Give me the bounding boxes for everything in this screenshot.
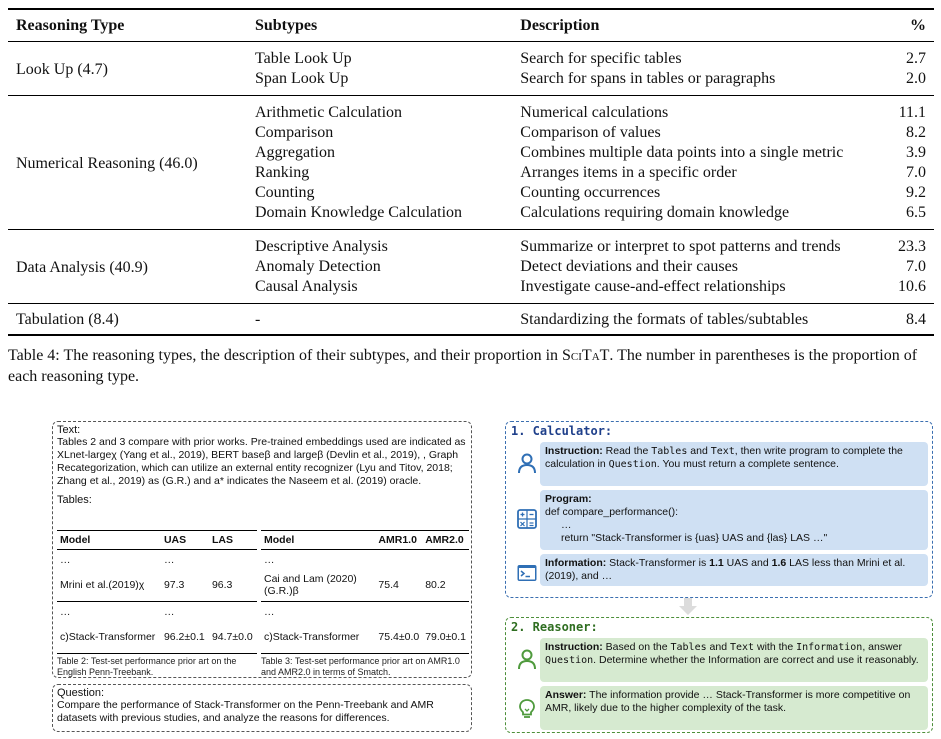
mini-cell: … [161,602,209,622]
percent-cell: 10.6 [890,277,934,304]
subtype-cell: Anomaly Detection [254,258,381,275]
header-description: Description [512,9,890,42]
tables-label: Tables: [57,494,92,506]
table-row [8,96,934,124]
table-row [8,42,934,70]
table-header-row [8,9,934,42]
mini-header-cell: AMR2.0 [422,531,469,550]
calculator-title: 1. Calculator: [511,424,613,438]
mini-header-row [261,531,469,550]
percent-cell: 11.1 [898,104,926,121]
subtype-cell: Span Look Up [247,69,512,96]
header-reasoning-type: Reasoning Type [8,9,247,42]
mini-header-cell: UAS [161,531,209,550]
answer-label: Answer: [545,689,587,701]
mini-cell [209,550,257,570]
context-panel [52,421,472,678]
question-body: Compare the performance of Stack-Transformer on the Penn-Treebank and AMR datasets with previous studies, and analyze the reasons for differences. [57,699,434,724]
reas-instr-part: and [706,641,730,653]
flow-arrow-down [678,598,698,616]
table2 [57,530,257,654]
percent-cell: 7.0 [906,164,926,181]
mini-cell [375,550,422,570]
description-cell: Search for specific tables [520,50,682,67]
calc-instr-kw: Text [710,446,735,457]
percent-cell: 2.0 [890,69,934,96]
mini-cell: 96.2±0.1 [161,621,209,654]
calc-instr-kw: Tables [651,446,688,457]
mini-row [261,621,469,654]
table-body [8,42,934,336]
mini-cell: Cai and Lam (2020) (G.R.)β [264,573,357,597]
reasoner-instruction [540,638,928,682]
calc-instr-part: , then write program to complete the calculation in [545,445,903,470]
subtype-cell: Table Look Up [254,50,352,67]
mini-cell: … [60,553,71,566]
mini-cell: 80.2 [425,579,446,591]
calc-instr-kw: Question [608,459,657,470]
mini-cell: 79.0±0.1 [422,621,469,654]
percent-cell: 3.9 [906,144,926,161]
person-icon [516,452,538,474]
reasoning-type-cell: Numerical Reasoning (46.0) [8,96,247,230]
reas-instr-kw: Tables [670,642,707,653]
subtype-cell: Causal Analysis [247,277,512,304]
table3-caption: Table 3: Test-set performance prior art on AMR1.0 and AMR2.0 in terms of Smatch. [261,656,460,677]
mini-row [57,569,257,602]
header-subtypes: Subtypes [247,9,512,42]
mini-cell [209,602,257,622]
caption-suffix: . The number in parentheses is the proportion of each reasoning type. [8,347,918,385]
description-cell: Calculations requiring domain knowledge [512,203,890,230]
reas-instr-kw: Text [729,642,755,653]
reas-instr-part: Based on the [605,641,671,653]
reasoning-type-cell: Look Up (4.7) [8,42,247,96]
reas-instr-part: with the [754,641,797,653]
reasoning-type-cell: Data Analysis (40.9) [8,230,247,304]
mini-cell: 97.3 [163,579,185,591]
percent-cell: 8.4 [890,304,934,336]
mini-cell: 75.4 [378,579,399,591]
subtype-cell: Counting [254,184,315,201]
mini-cell: c)Stack-Transformer [57,621,161,654]
calculator-program [540,490,928,550]
info-uas-diff: 1.1 [709,557,724,569]
terminal-icon [516,562,538,584]
subtype-cell: Ranking [254,164,310,181]
caption-prefix: Table 4: The reasoning types, the description of their subtypes, and their proportion in [8,347,563,364]
description-cell: Detect deviations and their causes [520,258,738,275]
table3-block [261,530,469,678]
mini-row [57,621,257,654]
percent-cell: 2.7 [906,50,926,67]
mini-cell: 94.7±0.0 [209,621,257,654]
mini-cell [422,550,469,570]
answer-body: The information provide … Stack-Transformer is more competitive on AMR, likely due to the higher complexity of the task. [545,689,911,714]
description-cell: Search for spans in tables or paragraphs [512,69,890,96]
calculator-instruction [540,442,928,486]
subtype-cell: - [247,304,512,336]
mini-cell: 96.3 [211,579,233,591]
mini-row [261,569,469,602]
mini-header-cell: AMR1.0 [375,531,422,550]
mini-cell [375,602,422,622]
lightbulb-icon [516,698,538,720]
reasoner-panel [505,617,933,733]
mini-header-cell: Model [57,531,161,550]
calc-instr-part: Read the [605,445,652,457]
person-icon [516,648,538,670]
subtype-cell: Comparison [254,124,334,141]
description-cell: Combines multiple data points into a single metric [520,144,844,161]
description-cell: Investigate cause-and-effect relationships [512,277,890,304]
reasoning-type-cell: Tabulation (8.4) [8,304,247,336]
info-text: LAS less than Mrini et al.(2019), and … [545,557,906,582]
reas-instr-part: , answer [862,641,903,653]
description-cell: Summarize or interpret to spot patterns and trends [520,238,841,255]
description-cell: Arranges items in a specific order [520,164,737,181]
program-line-2: … [561,519,572,531]
percent-cell: 8.2 [906,124,926,141]
subtype-cell: Arithmetic Calculation [254,104,403,121]
subtype-cell: Aggregation [254,144,335,161]
reasoning-types-table [8,8,934,336]
information-label: Information: [545,557,607,569]
table3 [261,530,469,654]
percent-cell: 23.3 [898,238,926,255]
program-label: Program: [545,493,592,505]
reasoner-title: 2. Reasoner: [511,620,598,634]
text-body: Tables 2 and 3 compare with prior works. Pre-trained embeddings used are indicated as XLnet-largeχ (Yang et al., 2019), BERT baseβ and largeβ (Devlin et al., 2019), , Graph Recategorization, which can utilize an external entity recognizer (Lyu and Titov, 2018; Zhang et al., 2019) as (G.R.) and a* indicates the Naseem et al. (2019) oracle. [57,436,466,487]
text-label: Text: [57,424,81,436]
calc-instr-part: and [687,445,711,457]
program-line-3: return "Stack-Transformer is {uas} UAS and {las} LAS …" [561,532,828,544]
table-row [8,230,934,258]
table2-block [57,530,257,678]
description-cell: Comparison of values [520,124,661,141]
mini-header-cell: Model [261,531,375,550]
info-text: UAS and [723,557,772,569]
reasoner-answer [540,686,928,730]
program-line-1: def compare_performance(): [545,506,679,518]
description-cell: Numerical calculations [520,104,669,121]
calculator-panel [505,421,933,598]
reas-instr-part: . Determine whether the Information are correct and use it reasonably. [593,654,919,666]
table-row [8,304,934,336]
description-cell: Counting occurrences [520,184,661,201]
caption-dataset-name: SciTaT [562,347,610,364]
header-percent: % [890,9,934,42]
percent-cell: 9.2 [906,184,926,201]
mini-cell [422,602,469,622]
reas-instr-kw: Question [545,655,594,666]
table2-caption: Table 2: Test-set performance prior art on the English Penn-Treebank. [57,656,237,677]
info-las-diff: 1.6 [771,557,787,569]
mini-row [261,602,469,622]
reasoner-instruction-label: Instruction: [545,641,603,653]
question-label: Question: [57,687,105,699]
mini-cell: … [261,602,375,622]
subtype-cell: Descriptive Analysis [254,238,388,255]
mini-cell: … [163,553,175,566]
mini-row [57,602,257,622]
mini-cell: … [264,553,275,566]
description-cell: Standardizing the formats of tables/subtables [512,304,890,336]
percent-cell: 7.0 [906,258,926,275]
mini-cell: 75.4±0.0 [375,621,422,654]
mini-cell: Mrini et al.(2019)χ [60,579,145,591]
mini-header-cell: LAS [209,531,257,550]
calculator-icon [516,508,538,530]
question-panel [52,684,472,732]
reas-instr-kw: Information [796,642,863,653]
table-caption [8,345,934,387]
mini-cell: … [57,602,161,622]
mini-row [57,550,257,570]
mini-header-row [57,531,257,550]
info-text: Stack-Transformer is [609,557,710,569]
percent-cell: 6.5 [890,203,934,230]
mini-row [261,550,469,570]
calc-instruction-label: Instruction: [545,445,603,457]
calc-instr-part: . You must return a complete sentence. [656,458,839,470]
calculator-information [540,554,928,586]
mini-cell: c)Stack-Transformer [261,621,375,654]
subtype-cell: Domain Knowledge Calculation [247,203,512,230]
